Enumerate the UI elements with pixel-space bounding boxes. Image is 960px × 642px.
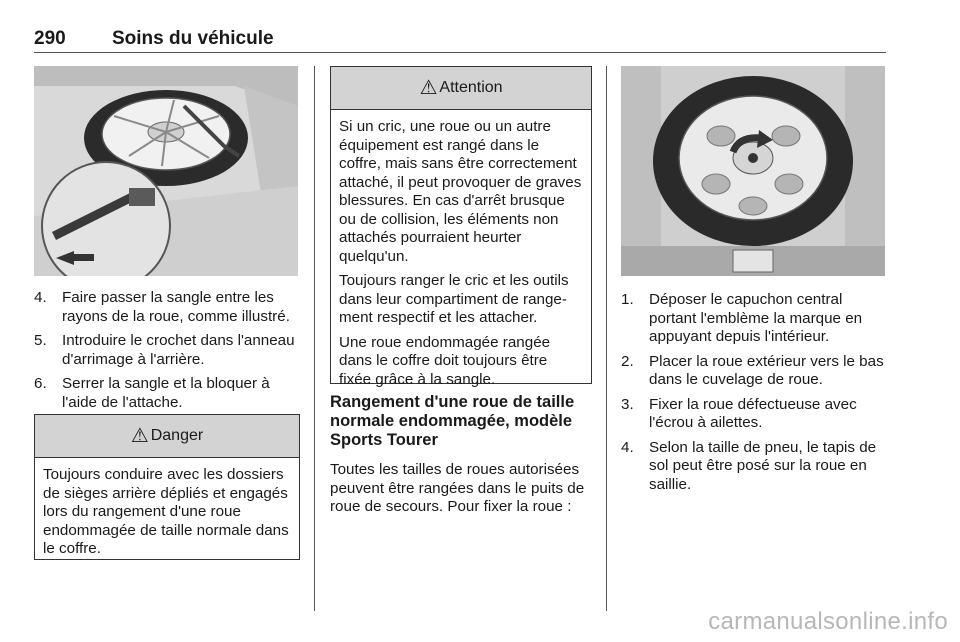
body-paragraph: Toutes les tailles de roues autorisées peuvent être rangées dans le puits de roue de secours. Pour fixer la roue : — [330, 461, 585, 515]
attention-box-header — [331, 67, 591, 110]
figure-wheel-well — [621, 66, 885, 276]
page-header — [34, 28, 886, 50]
list-item: 2. Placer la roue extérieur vers le bas dans le cuvelage de roue. — [621, 352, 884, 388]
list-item: 5. Introduire le crochet dans l'anneau d'arrimage à l'arrière. — [34, 332, 295, 368]
list-item: 3. Fixer la roue défectueuse avec l'écrou à ailettes. — [621, 395, 857, 431]
steps-list-right — [621, 291, 891, 500]
header-divider — [34, 52, 886, 53]
column-divider-right — [606, 66, 607, 611]
section-title: Soins du véhicule — [112, 28, 274, 49]
danger-box — [34, 414, 300, 560]
wheel-well-illustration — [621, 66, 885, 276]
danger-text: Toujours conduire avec les dossiers de sièges arrière dépliés et engagés lors du rangement d'une roue endommagée de taille normale dans le coffre. — [43, 466, 289, 557]
list-item: 6. Serrer la sangle et la bloquer à l'aide de l'attache. — [34, 375, 270, 411]
list-item: 1. Déposer le capuchon central portant l'emblème la marque en appuyant depuis l'intérieur. — [621, 291, 863, 345]
column-divider-left — [314, 66, 315, 611]
watermark: carmanualsonline.info — [708, 608, 948, 635]
steps-list-left — [34, 289, 304, 418]
warning-triangle-icon: ⚠ — [130, 425, 149, 447]
danger-box-header — [35, 415, 299, 458]
attention-title: Attention — [439, 79, 503, 96]
page-number: 290 — [34, 28, 66, 49]
figure-wheel-strap — [34, 66, 298, 276]
list-item: 4. Selon la taille de pneu, le tapis de sol peut être posé sur la roue en saillie. — [621, 438, 877, 493]
attention-paragraph: Toujours ranger le cric et les outils dans leur compartiment de rangement respectif et les attacher. — [339, 272, 569, 326]
attention-box — [330, 66, 592, 388]
list-item: 4. Faire passer la sangle entre les rayons de la roue, comme illustré. — [34, 289, 290, 325]
danger-title: Danger — [150, 427, 204, 444]
warning-triangle-icon: ⚠ — [419, 77, 438, 99]
attention-text — [331, 110, 591, 397]
attention-paragraph: Si un cric, une roue ou un autre équipement est rangé dans le coffre, mais sans être correctement attaché, il peut provoquer de graves blessures. En cas d'arrêt brusque ou de collision, les éléments non attachés pourraient heurter quelqu'un. — [339, 118, 582, 265]
wheel-strap-illustration — [34, 66, 298, 276]
attention-paragraph: Une roue endommagée rangée dans le coffre doit toujours être fixée grâce à la sangle. — [339, 333, 551, 388]
subheading-sports-tourer: Rangement d'une roue de taille normale endommagée, modèle Sports Tourer — [330, 393, 575, 449]
